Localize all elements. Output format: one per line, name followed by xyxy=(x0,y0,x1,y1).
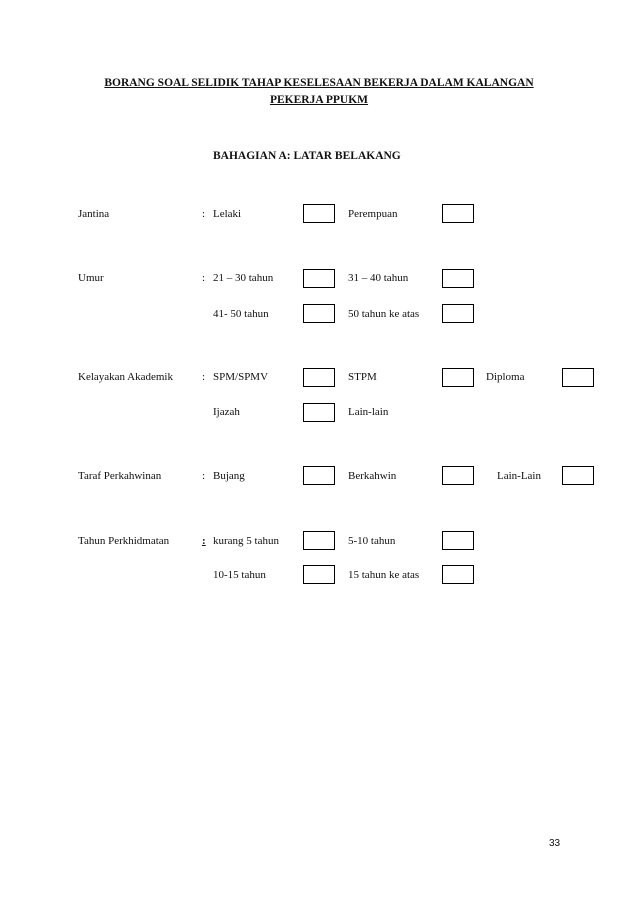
option-diploma-label: Diploma xyxy=(486,371,525,383)
page-number: 33 xyxy=(549,838,561,849)
option-stpm-label: STPM xyxy=(348,371,377,383)
checkbox-berkahwin[interactable] xyxy=(442,466,474,485)
option-lain-lain-taraf-label: Lain-Lain xyxy=(497,470,541,482)
colon: : xyxy=(202,470,206,482)
form-title-line2: PEKERJA PPUKM xyxy=(269,94,369,106)
option-kurang-5-label: kurang 5 tahun xyxy=(213,535,279,547)
kelayakan-label: Kelayakan Akademik xyxy=(78,371,173,383)
taraf-label: Taraf Perkahwinan xyxy=(78,470,162,482)
option-41-50-label: 41- 50 tahun xyxy=(213,308,269,320)
checkbox-21-30[interactable] xyxy=(303,269,335,288)
checkbox-41-50[interactable] xyxy=(303,304,335,323)
option-lain-lain-label: Lain-lain xyxy=(348,406,389,418)
jantina-label: Jantina xyxy=(78,208,110,220)
umur-label: Umur xyxy=(78,272,104,284)
option-21-30-label: 21 – 30 tahun xyxy=(213,272,274,284)
option-berkahwin-label: Berkahwin xyxy=(348,470,397,482)
option-perempuan-label: Perempuan xyxy=(348,208,398,220)
tahun-label: Tahun Perkhidmatan xyxy=(78,535,170,547)
option-bujang-label: Bujang xyxy=(213,470,245,482)
checkbox-kurang-5[interactable] xyxy=(303,531,335,550)
colon: : xyxy=(202,535,206,547)
checkbox-stpm[interactable] xyxy=(442,368,474,387)
checkbox-lain-lain-taraf[interactable] xyxy=(562,466,594,485)
checkbox-15-above[interactable] xyxy=(442,565,474,584)
form-title-line1: BORANG SOAL SELIDIK TAHAP KESELESAAN BEKERJA DALAM KALANGAN xyxy=(104,77,534,89)
option-5-10-label: 5-10 tahun xyxy=(348,535,396,547)
checkbox-lelaki[interactable] xyxy=(303,204,335,223)
checkbox-50-above[interactable] xyxy=(442,304,474,323)
section-title: BAHAGIAN A: LATAR BELAKANG xyxy=(213,150,401,162)
checkbox-diploma[interactable] xyxy=(562,368,594,387)
option-ijazah-label: Ijazah xyxy=(213,406,240,418)
option-lelaki-label: Lelaki xyxy=(213,208,242,220)
checkbox-spm[interactable] xyxy=(303,368,335,387)
colon: : xyxy=(202,371,206,383)
checkbox-31-40[interactable] xyxy=(442,269,474,288)
colon: : xyxy=(202,208,206,220)
checkbox-perempuan[interactable] xyxy=(442,204,474,223)
option-10-15-label: 10-15 tahun xyxy=(213,569,266,581)
option-50-above-label: 50 tahun ke atas xyxy=(348,308,420,320)
colon: : xyxy=(202,272,206,284)
checkbox-10-15[interactable] xyxy=(303,565,335,584)
checkbox-5-10[interactable] xyxy=(442,531,474,550)
option-spm-label: SPM/SPMV xyxy=(213,371,269,383)
checkbox-bujang[interactable] xyxy=(303,466,335,485)
option-15-above-label: 15 tahun ke atas xyxy=(348,569,420,581)
option-31-40-label: 31 – 40 tahun xyxy=(348,272,409,284)
checkbox-ijazah[interactable] xyxy=(303,403,335,422)
